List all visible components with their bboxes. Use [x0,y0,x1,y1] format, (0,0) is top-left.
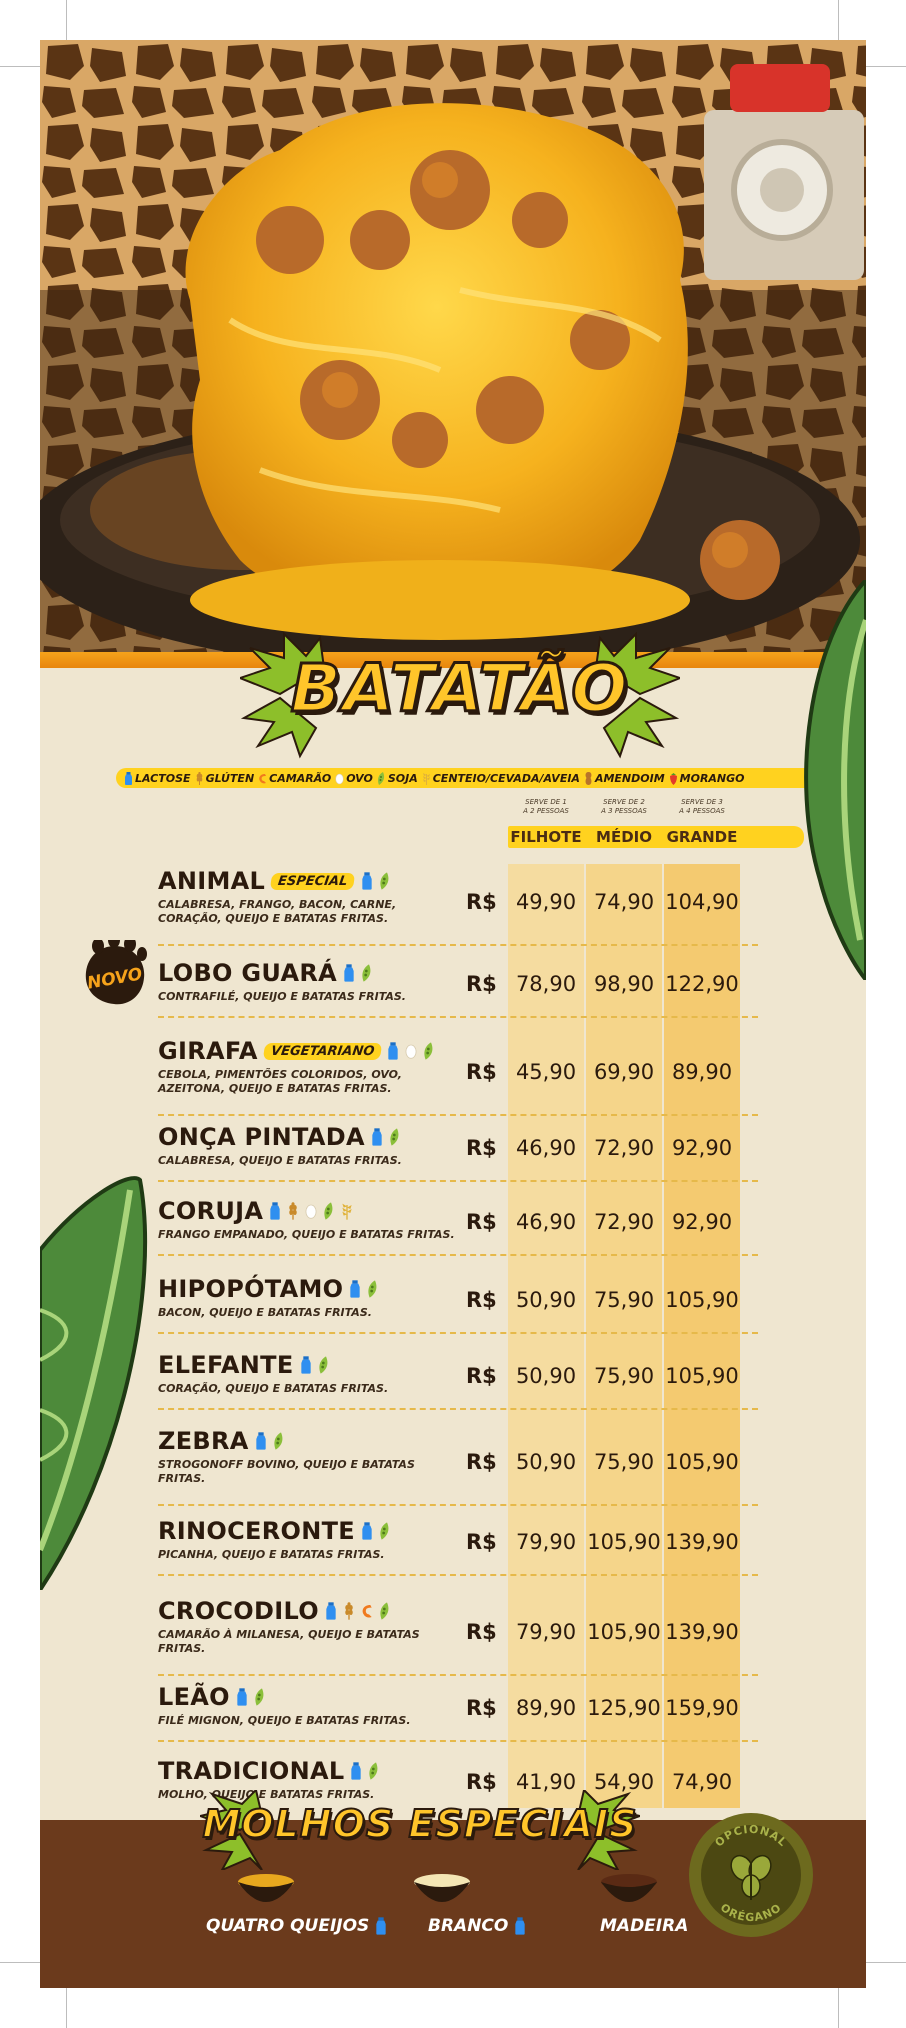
allergen-label: GLÚTEN [205,771,255,785]
sauce-bowl-icon [412,1872,472,1912]
shrimp-icon [258,772,267,785]
item-name: ONÇA PINTADA [158,1123,365,1151]
price-medio: 54,90 [593,1770,655,1794]
new-badge-label: NOVO [85,964,144,994]
price-filhote: 46,90 [515,1210,577,1234]
milk-bottle-icon [343,964,355,982]
price-filhote: 50,90 [515,1364,577,1388]
row-divider [158,1504,758,1506]
price-filhote: 49,90 [515,890,577,914]
soy-icon [318,1356,330,1374]
shrimp-icon [361,1602,373,1620]
price-filhote: 79,90 [515,1530,577,1554]
price-column-medio [586,864,662,1808]
sauce-item [428,1916,526,1936]
price-grande: 105,90 [665,1288,739,1312]
price-medio: 75,90 [593,1450,655,1474]
currency-label: R$ [466,1288,497,1312]
allergen-label: LACTOSE [135,771,191,785]
serve-note-medio: SERVE DE 2 A 3 PESSOAS [601,798,647,815]
sauce-bowl [350,1872,510,1916]
allergen-item [195,772,255,785]
wheat-icon [195,772,204,785]
row-divider [158,1574,758,1576]
allergen-legend [116,768,822,788]
currency-label: R$ [466,890,497,914]
grain-icon [341,1202,353,1220]
allergen-item [124,772,191,785]
soy-icon [379,872,391,890]
currency-label: R$ [466,1530,497,1554]
soy-icon [389,1128,401,1146]
item-description: FRANGO EMPANADO, QUEIJO E BATATAS FRITAS. [158,1228,455,1241]
egg-icon [335,772,344,785]
milk-bottle-icon [300,1356,312,1374]
item-description: CALABRESA, FRANGO, BACON, CARNE, CORAÇÃO, QUEIJO E BATATAS FRITAS. [158,898,397,925]
milk-bottle-icon [255,1432,267,1450]
price-grande: 105,90 [665,1450,739,1474]
soy-icon [273,1432,285,1450]
soy-icon [361,964,373,982]
price-grande: 74,90 [671,1770,733,1794]
price-medio: 105,90 [587,1620,661,1644]
sauce-item [600,1916,688,1936]
item-description: CONTRAFILÉ, QUEIJO E BATATAS FRITAS. [158,990,406,1003]
price-medio: 72,90 [593,1136,655,1160]
currency-label: R$ [466,972,497,996]
wheat-icon [287,1202,299,1220]
allergen-label: CAMARÃO [269,771,332,785]
milk-bottle-icon [514,1917,526,1935]
item-name: HIPOPÓTAMO [158,1275,344,1303]
price-medio: 75,90 [593,1364,655,1388]
allergen-label: SOJA [387,771,418,785]
currency-label: R$ [466,1450,497,1474]
row-divider [158,1254,758,1256]
size-label-filhote: FILHOTE [510,828,582,846]
item-name: LEÃO [158,1683,230,1711]
item-description: FILÉ MIGNON, QUEIJO E BATATAS FRITAS. [158,1714,411,1727]
price-medio: 69,90 [593,1060,655,1084]
currency-label: R$ [466,1136,497,1160]
price-grande: 139,90 [665,1530,739,1554]
price-grande: 122,90 [665,972,739,996]
soy-icon [323,1202,335,1220]
item-name: CROCODILO [158,1597,319,1625]
item-name: RINOCERONTE [158,1517,355,1545]
allergen-item [584,772,665,785]
title-badge [240,628,680,760]
item-name: CORUJA [158,1197,264,1225]
row-divider [158,1016,758,1018]
new-badge [80,940,150,1010]
milk-bottle-icon [387,1042,399,1060]
item-description: PICANHA, QUEIJO E BATATAS FRITAS. [158,1548,385,1561]
item-name: GIRAFA [158,1037,258,1065]
item-name: LOBO GUARÁ [158,959,337,987]
price-medio: 74,90 [593,890,655,914]
allergen-item [258,772,331,785]
item-description: STROGONOFF BOVINO, QUEIJO E BATATAS FRITAS. [158,1458,415,1485]
oregano-badge [688,1812,814,1938]
price-medio: 105,90 [587,1530,661,1554]
price-filhote: 50,90 [515,1450,577,1474]
soy-icon [368,1762,380,1780]
currency-label: R$ [466,1620,497,1644]
allergen-label: AMENDOIM [594,771,665,785]
serve-note-filhote: SERVE DE 1 A 2 PESSOAS [523,798,569,815]
sauce-bowl [170,1872,330,1916]
soy-icon [367,1280,379,1298]
allergen-item [335,772,373,785]
hero-photo [40,40,866,652]
milk-bottle-icon [371,1128,383,1146]
grain-icon [422,772,431,785]
row-divider [158,1180,758,1182]
item-description: CEBOLA, PIMENTÕES COLORIDOS, OVO, AZEITONA, QUEIJO E BATATAS FRITAS. [158,1068,402,1095]
row-divider [158,1114,758,1116]
milk-bottle-icon [269,1202,281,1220]
item-description: MOLHO, QUEIJO E BATATAS FRITAS. [158,1788,375,1801]
price-filhote: 45,90 [515,1060,577,1084]
item-name: ANIMAL [158,867,266,895]
sauce-bowl-icon [236,1872,296,1912]
price-medio: 75,90 [593,1288,655,1312]
menu-page [40,40,866,1988]
allergen-item [422,772,580,785]
row-divider [158,1408,758,1410]
price-filhote: 89,90 [515,1696,577,1720]
price-medio: 98,90 [593,972,655,996]
sauce-label: QUATRO QUEIJOS [206,1916,370,1936]
row-divider [158,1332,758,1334]
price-column-filhote [508,864,584,1808]
row-divider [158,944,758,946]
price-column-grande [664,864,740,1808]
currency-label: R$ [466,1060,497,1084]
strawberry-icon [669,772,678,785]
price-grande: 139,90 [665,1620,739,1644]
size-label-grande: GRANDE [666,828,738,846]
allergen-label: CENTEIO/CEVADA/AVEIA [432,771,580,785]
price-filhote: 46,90 [515,1136,577,1160]
allergen-label: OVO [346,771,373,785]
sauces-title-badge [200,1790,640,1870]
allergen-item [377,772,418,785]
milk-bottle-icon [325,1602,337,1620]
optional-label: OPCIONAL [712,1822,790,1850]
soy-icon [377,772,386,785]
milk-bottle-icon [349,1280,361,1298]
currency-label: R$ [466,1210,497,1234]
item-tag: VEGETARIANO [263,1043,383,1060]
item-description: CAMARÃO À MILANESA, QUEIJO E BATATAS FRITAS. [158,1628,420,1655]
milk-bottle-icon [375,1917,387,1935]
item-tag: ESPECIAL [270,873,356,890]
sauce-bowl [540,1872,700,1916]
egg-icon [305,1202,317,1220]
price-medio: 72,90 [593,1210,655,1234]
price-filhote: 50,90 [515,1288,577,1312]
wheat-icon [343,1602,355,1620]
item-description: BACON, QUEIJO E BATATAS FRITAS. [158,1306,372,1319]
sauce-item [206,1916,387,1936]
allergen-label: MORANGO [679,771,745,785]
milk-bottle-icon [236,1688,248,1706]
peanut-icon [584,772,593,785]
oregano-label: ORÉGANO [717,1900,785,1925]
currency-label: R$ [466,1770,497,1794]
leaf-left-icon [40,1170,150,1590]
milk-bottle-icon [361,1522,373,1540]
soy-icon [379,1602,391,1620]
size-label-medio: MÉDIO [596,828,652,846]
item-name: ELEFANTE [158,1351,294,1379]
price-grande: 159,90 [665,1696,739,1720]
currency-label: R$ [466,1364,497,1388]
soy-icon [254,1688,266,1706]
item-description: CORAÇÃO, QUEIJO E BATATAS FRITAS. [158,1382,389,1395]
item-name: ZEBRA [158,1427,249,1455]
egg-icon [405,1042,417,1060]
milk-bottle-icon [361,872,373,890]
price-medio: 125,90 [587,1696,661,1720]
sauce-label: BRANCO [428,1916,509,1936]
price-grande: 92,90 [671,1136,733,1160]
item-description: CALABRESA, QUEIJO E BATATAS FRITAS. [158,1154,402,1167]
price-grande: 105,90 [665,1364,739,1388]
row-divider [158,1740,758,1742]
currency-label: R$ [466,1696,497,1720]
sauces-title: MOLHOS ESPECIAIS [202,1802,638,1846]
price-grande: 89,90 [671,1060,733,1084]
row-divider [158,1674,758,1676]
page-title: BATATÃO [290,650,630,727]
leaf-right-icon [800,580,866,980]
milk-bottle-icon [350,1762,362,1780]
soy-icon [379,1522,391,1540]
sauce-bowl-icon [599,1872,659,1912]
price-grande: 104,90 [665,890,739,914]
item-name: TRADICIONAL [158,1757,345,1785]
serve-note-grande: SERVE DE 3 A 4 PESSOAS [679,798,725,815]
milk-bottle-icon [124,772,133,785]
allergen-item [669,772,745,785]
price-grande: 92,90 [671,1210,733,1234]
price-filhote: 78,90 [515,972,577,996]
price-filhote: 79,90 [515,1620,577,1644]
price-filhote: 41,90 [515,1770,577,1794]
soy-icon [423,1042,435,1060]
sauce-label: MADEIRA [600,1916,689,1936]
